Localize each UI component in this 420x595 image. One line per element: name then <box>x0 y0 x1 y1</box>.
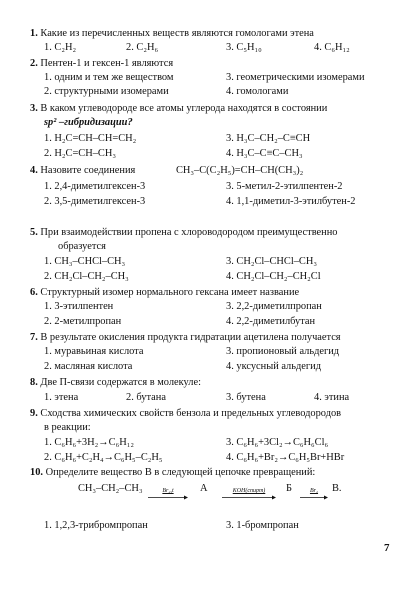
option[interactable]: 1. 3-этилпентен <box>44 301 114 312</box>
question-text: Сходства химических свойств бензола и предельных углеводородов <box>40 408 342 419</box>
chain-start: CH₃–CH₂–CH₃ <box>78 483 143 494</box>
option[interactable]: 2. структурными изомерами <box>44 86 169 97</box>
option[interactable]: 1. CH₃–CHCl–CH₃ <box>44 256 126 267</box>
option[interactable]: 2. бутана <box>126 392 166 403</box>
option[interactable]: 4. C₆H₁₂ <box>314 42 350 53</box>
option[interactable]: 4. этина <box>314 392 350 403</box>
option[interactable]: 4. C₆H₆+Br₂→C₆H₅Br+HBr <box>226 452 345 463</box>
option[interactable]: 3. H₃C–CH₂–C≡CH <box>226 133 311 144</box>
question-6 <box>30 287 299 299</box>
arrow-right-icon <box>300 495 328 500</box>
question-text-continued: образуется <box>58 241 106 252</box>
option[interactable]: 3. пропионовый альдегид <box>226 346 340 357</box>
chain-arrow-1 <box>148 488 188 503</box>
option[interactable]: 3. геометрическими изомерами <box>226 72 365 83</box>
option[interactable]: 1. 1,2,3-трибромпропан <box>44 520 148 531</box>
option[interactable]: 4. H₃C–C≡C–CH₃ <box>226 148 303 159</box>
question-7 <box>30 332 341 344</box>
option[interactable]: 4. CH₂Cl–CH₂–CH₂Cl <box>226 271 321 282</box>
arrow-label: Br₂,t <box>162 488 174 494</box>
arrow-label: Br₂ <box>309 488 319 494</box>
option[interactable]: 1. муравьиная кислота <box>44 346 144 357</box>
option[interactable]: 1. одним и тем же веществом <box>44 72 174 83</box>
question-text: Пентен-1 и гексен-1 являются <box>40 58 174 69</box>
option[interactable]: 3. бутена <box>226 392 266 403</box>
option[interactable]: 4. гомологами <box>226 86 289 97</box>
option[interactable]: 3. C₆H₆+3Cl₂→C₆H₆Cl₆ <box>226 437 329 448</box>
question-text-continued: sp² –гибридизации? <box>44 117 133 128</box>
option[interactable]: 1. H₂C=CH–CH=CH₂ <box>44 133 137 144</box>
option[interactable]: 3. 1-бромпропан <box>226 520 299 531</box>
question-8 <box>30 377 201 389</box>
option[interactable]: 3. CH₂Cl–CHCl–CH₃ <box>226 256 317 267</box>
option[interactable]: 2. 2-метилпропан <box>44 316 122 327</box>
question-number: 1. <box>30 28 38 39</box>
option[interactable]: 2. 3,5-диметилгексен-3 <box>44 196 146 207</box>
question-10 <box>30 467 315 479</box>
question-text: Назовите соединения <box>40 165 136 176</box>
question-number: 3. <box>30 103 38 114</box>
question-number: 5. <box>30 227 38 238</box>
question-number: 2. <box>30 58 38 69</box>
question-text: В результате окисления продукта гидратации ацетилена получается <box>40 332 341 343</box>
question-text-continued: в реакции: <box>44 422 91 433</box>
option[interactable]: 3. 5-метил-2-этилпентен-2 <box>226 181 343 192</box>
option[interactable]: 2. H₂C=CH–CH₃ <box>44 148 116 159</box>
arrow-right-icon <box>148 495 188 500</box>
question-text: Две П-связи содержатся в молекуле: <box>40 377 201 388</box>
question-3 <box>30 103 327 115</box>
question-text: При взаимодействии пропена с хлороводородом преимущественно <box>40 227 338 238</box>
chain-product-a: A <box>200 483 208 494</box>
chain-product-c: В. <box>332 483 342 494</box>
option[interactable]: 3. 2,2-диметилпропан <box>226 301 322 312</box>
option[interactable]: 2. CH₂Cl–CH₂–CH₃ <box>44 271 129 282</box>
option[interactable]: 2. масляная кислота <box>44 361 133 372</box>
question-text: Какие из перечисленных веществ являются гомологами этена <box>40 28 314 39</box>
option[interactable]: 3. C₅H₁₀ <box>226 42 262 53</box>
option[interactable]: 4. уксусный альдегид <box>226 361 321 372</box>
option[interactable]: 2. C₆H₆+C₂H₄→C₆H₅–C₂H₅ <box>44 452 163 463</box>
question-text: Структурный изомер нормального гексана имеет название <box>40 287 300 298</box>
question-4 <box>30 165 135 177</box>
chain-arrow-2 <box>222 488 276 503</box>
page-number: 7 <box>384 542 390 554</box>
question-text: В каком углеводороде все атомы углерода находятся в состоянии <box>40 103 328 114</box>
option[interactable]: 1. C₂H₂ <box>44 42 77 53</box>
chain-arrow-3 <box>300 488 328 503</box>
question-number: 9. <box>30 408 38 419</box>
option[interactable]: 1. 2,4-диметилгексен-3 <box>44 181 146 192</box>
question-number: 10. <box>30 467 43 478</box>
question-5 <box>30 227 337 239</box>
structural-formula: CH₃–C(C₂H₅)=CH–CH(CH₃)₂ <box>176 165 304 176</box>
option[interactable]: 1. C₆H₆+3H₂→C₆H₁₂ <box>44 437 134 448</box>
option[interactable]: 4. 2,2-диметилбутан <box>226 316 316 327</box>
question-number: 6. <box>30 287 38 298</box>
option[interactable]: 1. этена <box>44 392 79 403</box>
chain-product-b: Б <box>286 483 292 494</box>
arrow-label: KOH(спирт) <box>232 488 266 494</box>
option[interactable]: 2. C₂H₆ <box>126 42 159 53</box>
question-2 <box>30 58 173 70</box>
option[interactable]: 4. 1,1-диметил-3-этилбутен-2 <box>226 196 356 207</box>
question-number: 7. <box>30 332 38 343</box>
question-text: Определите вещество В в следующей цепочке превращений: <box>45 467 316 478</box>
question-number: 4. <box>30 165 38 176</box>
question-number: 8. <box>30 377 38 388</box>
question-9 <box>30 408 341 420</box>
question-1 <box>30 28 314 40</box>
arrow-right-icon <box>222 495 276 500</box>
